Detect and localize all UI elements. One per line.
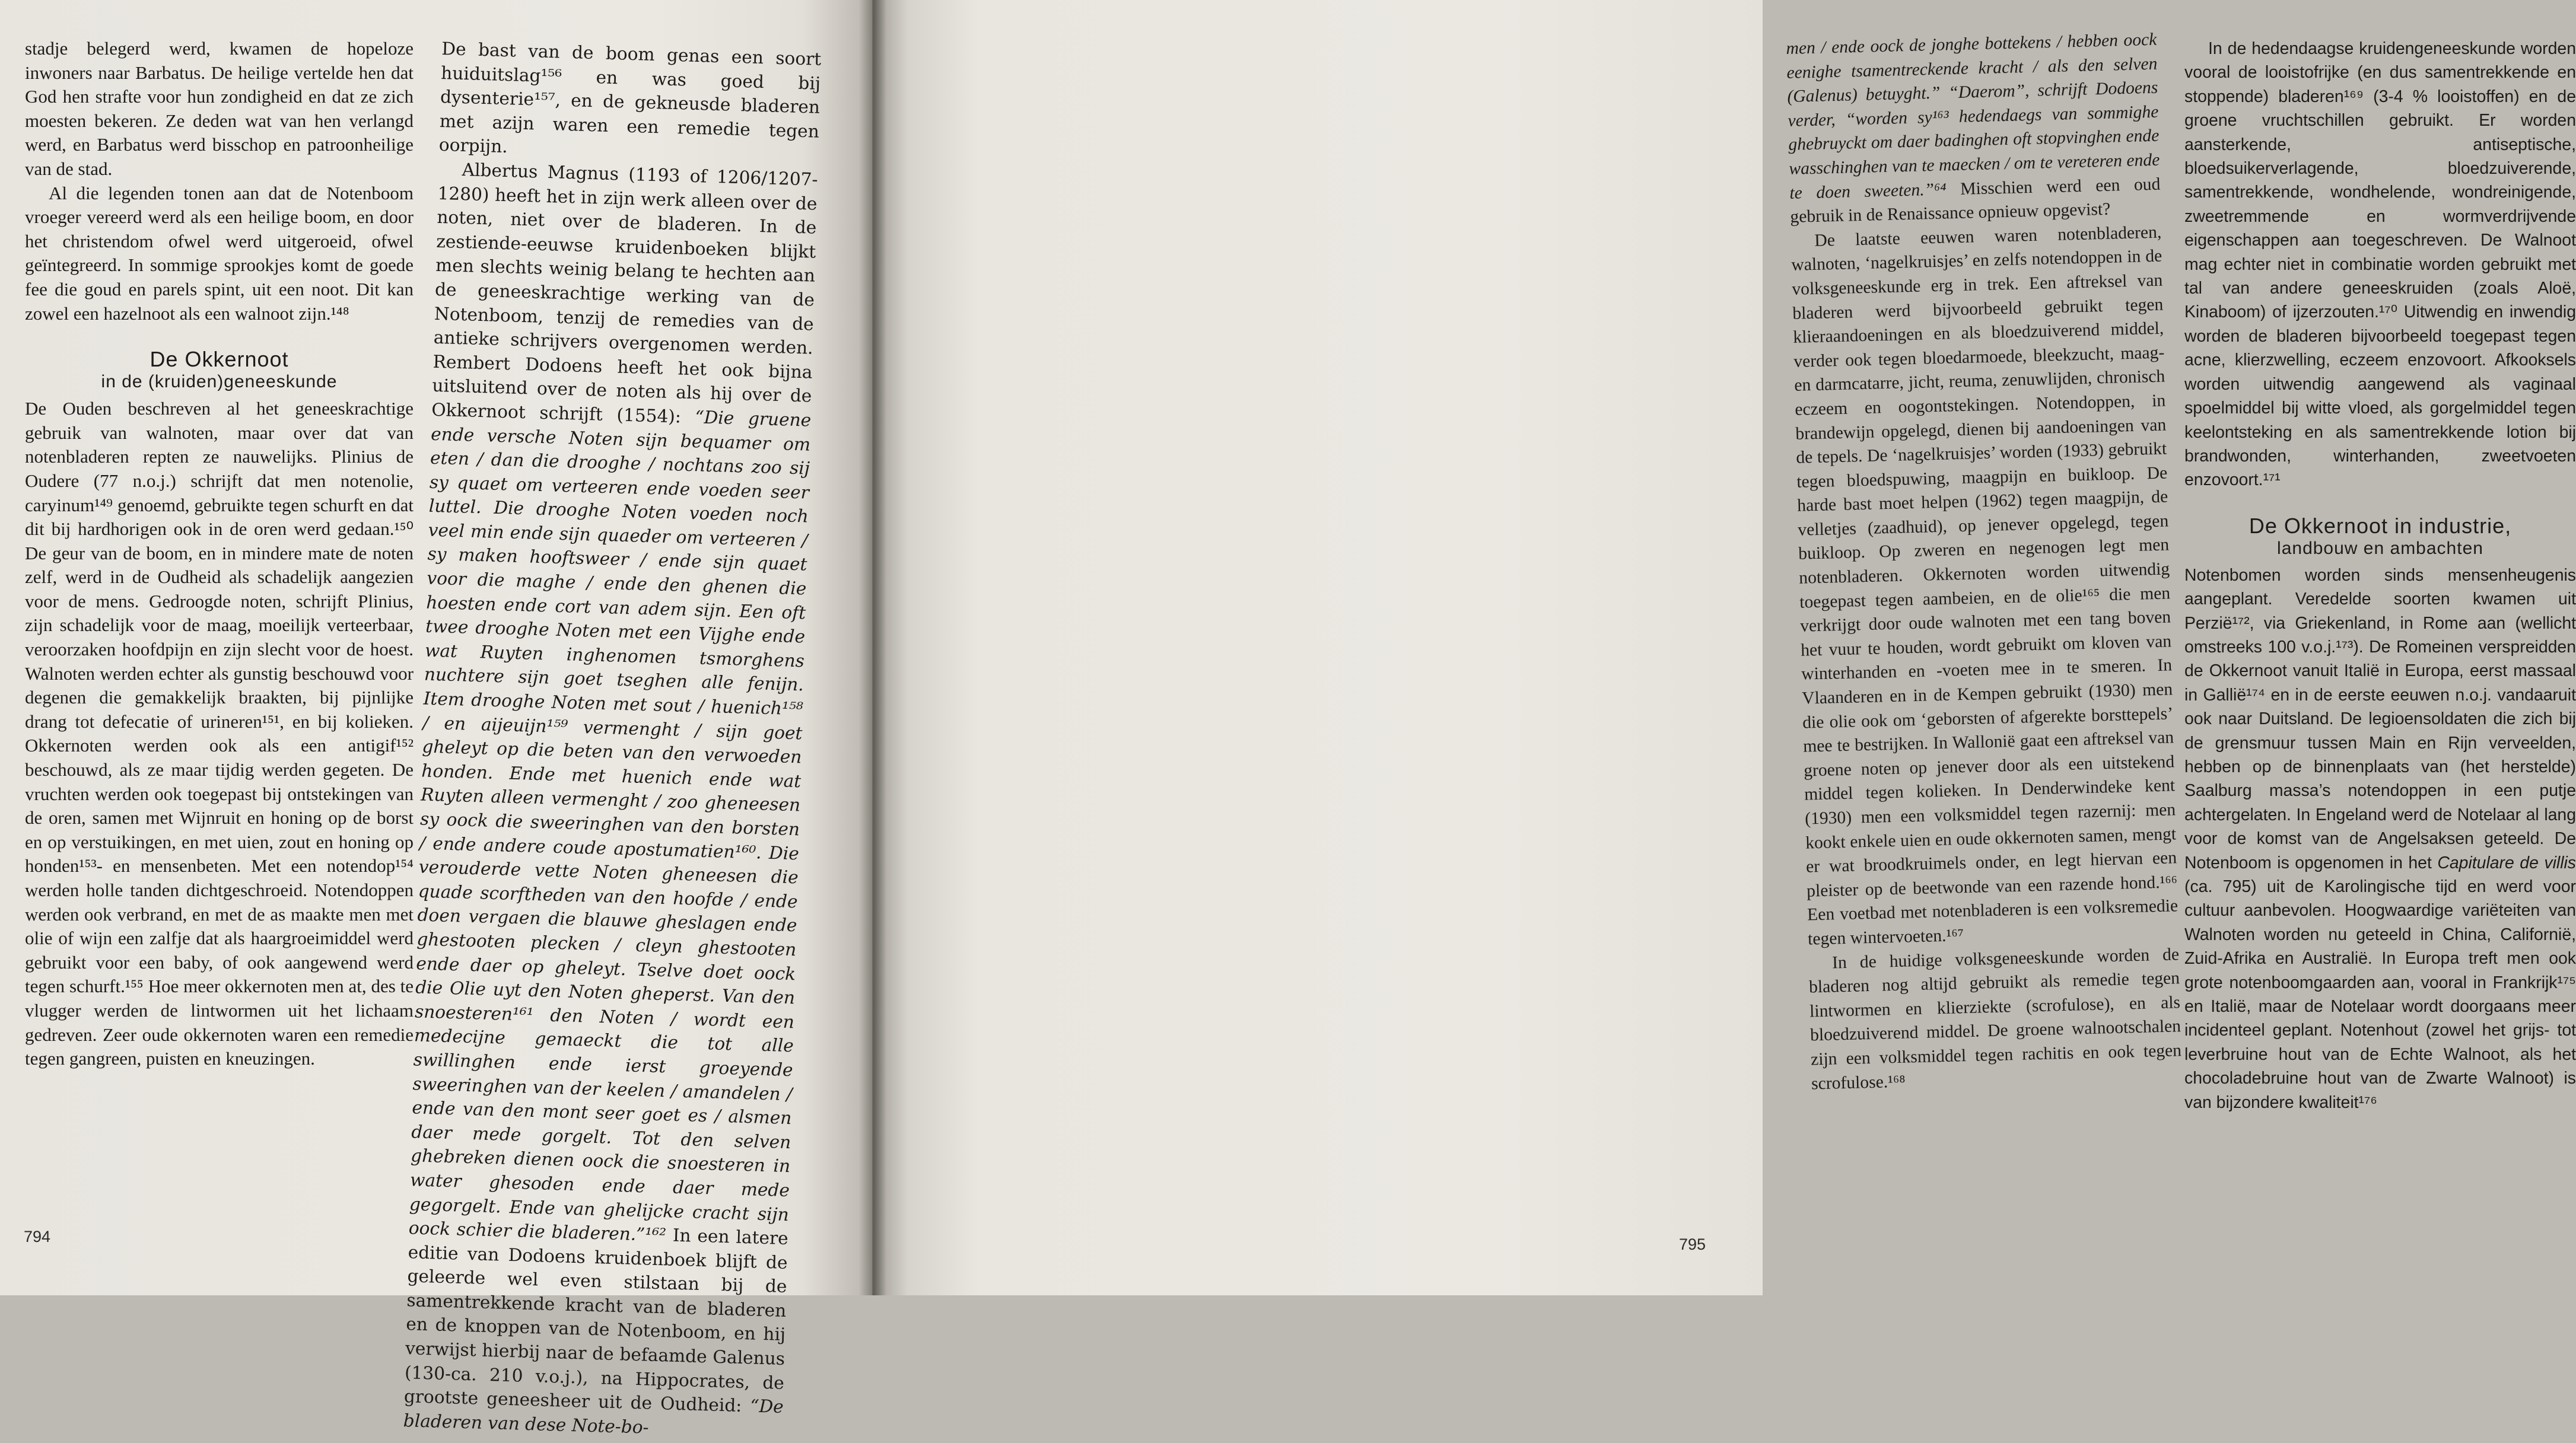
- text-run: Albertus Magnus (1193 of 1206/1207-1280) heeft het in zijn werk alleen over de noten, niet over de bladeren. In de zestiende-eeuwse kruidenboeken blijkt men slechts weinig belang te hechten aan de geneeskrachtige werking van de Notenboom, tenzij de remedies van de antieke schrijvers overgenomen werden. Rembert Dodoens heeft het ook bijna uitsluitend over de noten als hij over de Okkernoot schrijft (1554):: [431, 160, 818, 428]
- right-page: [872, 0, 2576, 1295]
- text-run: (ca. 795) uit de Karolingische tijd en werd voor cultuur aanbevolen. Hoogwaardige variëteiten van Walnoten worden nu geteeld in China, Californië, Zuid-Afrika en Australië. In Europa treft men ook grote notenboomgaarden aan, vooral in Frankrijk¹⁷⁵ en Italië, maar de Notelaar wordt doorgaans meer incidenteel geplant. Notenhout (zowel het grijs- tot leverbruine hout van de Echte Walnoot, als het chocoladebruine hout van de Zwarte Walnoot) is van bijzondere kwaliteit¹⁷⁶: [2184, 877, 2576, 1112]
- text-run: Notenbomen worden sinds mensenheugenis aangeplant. Veredelde soorten kwamen uit Perzië¹⁷², via Griekenland, in Rome aan (wellicht omstreeks 100 v.o.j.¹⁷³). De Romeinen verspreidden de Okkernoot vanuit Italië in Europa, eerst massaal in Gallië¹⁷⁴ en in de eerste eeuwen n.o.j. vandaaruit ook naar Duitsland. De legioensoldaten die zich bij de grensmuur tussen Main en Rijn verveelden, hebben op de binnenplaats van (het herstelde) Saalburg massa’s notendoppen in een putje achtergelaten. In Engeland werd de Notelaar al lang voor de komst van de Angelsaksen geteeld. De Notenboom is opgenomen in het: [2184, 565, 2576, 872]
- page-number: 795: [1679, 1235, 1706, 1253]
- paragraph: Al die legenden tonen aan dat de Notenboom vroeger vereerd werd als een heilige boom, en door het christendom ofwel werd uitgeroeid, ofwel geïntegreerd. In sommige sprookjes komt de goede fee die goud en parels spint, uit een noot. Dit kan zowel een hazelnoot als een walnoot zijn.¹⁴⁸: [25, 182, 414, 324]
- right-page-column-2: [2184, 37, 2576, 1114]
- book-gutter: [859, 0, 886, 1295]
- heading-line-2: in de (kruiden)geneeskunde: [101, 372, 338, 392]
- paragraph: In de hedendaagse kruidengeneeskunde worden vooral de looistofrijke (en dus samentrekkende en stoppende) bladeren¹⁶⁹ (3-4 % looistoffen) en de groene vruchtschillen gebruikt. Er worden aansterkende, antiseptische, bloedsuikerverlagende, bloedzuiverende, samentrekkende, wondhelende, wondreinigende, zweetremmende en wormverdrijvende eigenschappen aan toegeschreven. De Walnoot mag echter niet in combinatie worden gebruikt met tal van andere geneeskruiden (zoals Aloë, Kinaboom) of ijzerzouten.¹⁷⁰ Uitwendig en inwendig worden de bladeren bijvoorbeeld toegepast tegen acne, klierzwelling, eczeem enzovoort. Afkooksels worden uitwendig aangewend als vaginaal spoelmiddel bij witte vloed, als gorgelmiddel tegen keelontsteking en als samentrekkende lotion bij brandwonden, winterhanden, zweetvoeten enzovoort.¹⁷¹: [2184, 39, 2576, 490]
- dodoens-quote: “Die gruene ende versche Noten sijn bequamer om eten / dan die drooghe / nochtans zoo sij sy quaet om verteeren ende voeden seer luttel. Die drooghe Noten voeden noch veel min ende sijn quaeder om verteeren / sy maken hooftsweer / ende sijn quaet voor die maghe / ende den ghenen die hoesten ende cort van adem sijn. Een oft twee drooghe Noten met een Vijghe ende wat Ruyten inghenomen tsmorghens nuchtere sijn goet tseghen alle fenijn. Item drooghe Noten met sout / huenich¹⁵⁸ / en aijeuijn¹⁵⁹ vermenght / sijn goet gheleyt op die beten van den verwoeden honden. Ende met huenich ende wat Ruyten alleen vermenght / zoo gheneesen sy oock die sweeringhen van den borsten / ende andere coude apostumatien¹⁶⁰. Die verouderde vette Noten gheneesen die quade scorftheden van den hoofde / ende doen vergaen die blauwe gheslagen ende ghestooten plecken / cleyn ghestooten ende daer op gheleyt. Tselve doet oock die Olie uyt den Noten gheperst. Van den snoesteren¹⁶¹ den Noten / wordt een medecijne gemaeckt die tot alle swillinghen ende ierst groeyende sweeringhen van der keelen / amandelen / ende van den mont seer goet es / alsmen daer mede gorgelt. Tot den selven ghebreken dienen oock die snoesteren in water ghesoden ende daer mede gegorgelt. Ende van ghelijcke cracht sijn oock schier die bladeren.”¹⁶²: [408, 407, 812, 1245]
- left-page: [0, 0, 872, 1438]
- section-heading: [25, 348, 414, 393]
- dodoens-quote: “De bladeren van dese Note-bo-: [403, 1396, 784, 1438]
- heading-line-1: De Okkernoot in industrie,: [2249, 513, 2512, 538]
- paragraph: In de huidige volksgeneeskunde worden de bladeren nog altijd gebruikt als remedie tegen lintwormen en klierziekte (scrofulose), en als bloedzuiverend middel. De groene walnootschalen zijn een volksmiddel tegen rachitis en ook tegen scrofulose.¹⁶⁸: [1808, 944, 2182, 1093]
- left-page-column-2: [403, 37, 821, 1443]
- right-page-column-1: [1786, 28, 2182, 1096]
- paragraph: [403, 157, 818, 1443]
- book-title: Capitulare de villis: [2437, 853, 2576, 872]
- heading-line-2: landbouw en ambachten: [2277, 538, 2483, 558]
- text-run: In een latere editie van Dodoens kruidenboek blijft de geleerde wel even stilstaan bij de samentrekkende kracht van de bladeren en de knoppen van de Notenboom, en hij verwijst hierbij naar de befaamde Galenus (130-ca. 210 v.o.j.), na Hippocrates, de grootste geneesheer uit de Oudheid:: [403, 1225, 789, 1416]
- paragraph: [1786, 28, 2161, 230]
- paragraph: De Ouden beschreven al het geneeskrachtige gebruik van walnoten, maar over dat van notenbladeren repten ze nauwelijks. Plinius de Oudere (77 n.o.j.) schrijft dat men notenolie, caryinum¹⁴⁹ genoemd, gebruikte tegen schurft en dat dit bij hardhorigen ook in de oren werd gedaan.¹⁵⁰ De geur van de boom, en in mindere mate de noten zelf, werd in de Oudheid als schadelijk aangezien voor de mens. Gedroogde noten, schrijft Plinius, zijn schadelijk voor de maag, moeilijk verteerbaar, veroorzaken hoofdpijn en zijn slecht voor de hoest. Walnoten werden echter als gunstig beschouwd voor degenen die gemakkelijk braakten, bij pijnlijke drang tot defecatie of urineren¹⁵¹, en bij kolieken. Okkernoten werden ook als een antigif¹⁵² beschouwd, als ze maar tijdig werden gegeten. De vruchten werden ook toegepast bij ontstekingen van de oren, samen met Wijnruit en honing op de borst en op verstuikingen, en met uien, zout en honing op honden¹⁵³- en mensenbeten. Met een notendop¹⁵⁴ werden holle tanden dichtgeschroeid. Notendoppen werden ook verbrand, en met de as maakte men met olie of wijn een zalfje dat als haargroeimiddel werd gebruikt voor een baby, of ook aangewend werd tegen schurft.¹⁵⁵ Hoe meer okkernoten men at, des te vlugger werden de lintwormen uit het lichaam gedreven. Zeer oude okkernoten waren een remedie tegen gangreen, puisten en kneuzingen.: [25, 398, 414, 1069]
- paragraph: De bast van de boom genas een soort huiduitslag¹⁵⁶ en was goed bij dysenterie¹⁵⁷, en de gekneusde bladeren met azijn waren een remedie tegen oorpijn.: [438, 38, 822, 157]
- page-number: 794: [24, 1228, 51, 1245]
- paragraph: stadje belegerd werd, kwamen de hopeloze inwoners naar Barbatus. De heilige vertelde hen dat God hen strafte voor hun zondigheid en dat ze zich moesten bekeren. Ze deden wat van hen verlangd werd, en Barbatus werd bisschop en patroonheilige van de stad.: [25, 38, 414, 179]
- section-heading: [2184, 515, 2576, 560]
- left-page-column-1: [25, 37, 414, 1071]
- paragraph: [2184, 563, 2576, 1114]
- paragraph: De laatste eeuwen waren notenbladeren, walnoten, ‘nagelkruisjes’ en zelfs notendoppen in de volksgeneeskunde erg in trek. Een aftreksel van bladeren werd bijvoorbeeld gebruikt tegen klieraandoeningen en als bloedzuiverend middel, verder ook tegen bloedarmoede, bleekzucht, maag- en darmcatarre, jicht, reuma, zenuwlijden, chronisch eczeem en oogontstekingen. Notendoppen, in brandewijn opgelegd, dienen bij aandoeningen van de tepels. De ‘nagelkruisjes’ worden (1933) gebruikt tegen bloedspuwing, maagpijn en buikloop. De harde bast moet helpen (1962) tegen maagpijn, de velletjes (zaadhuid), op jenever opgelegd, tegen buikloop. Op zweren en negenogen legt men notenbladeren. Okkernoten worden uitwendig toegepast tegen aambeien, en de olie¹⁶⁵ die men verkrijgt door oude walnoten met een tang boven het vuur te houden, wordt gebruikt om kloven van winterhanden en -voeten mee in te smeren. In Vlaanderen en in de Kempen gebruikt (1930) men die olie ook om ‘geborsten of afgerekte borsttepels’ mee te bestrijken. In Wallonië gaat een aftreksel van groene noten op jenever door als een uitstekend middel tegen kolieken. In Denderwindeke kent (1930) men een volksmiddel tegen razernij: men kookt enkele uien en oude okkernoten samen, mengt er wat broodkruimels onder, en legt hiervan een pleister op de beetwonde van een razende hond.¹⁶⁶ Een voetbad met notenbladeren is een volksremedie tegen wintervoeten.¹⁶⁷: [1791, 222, 2179, 949]
- heading-line-1: De Okkernoot: [150, 347, 289, 372]
- dodoens-quote: men / ende oock de jonghe bottekens / hebben oock eenighe tsamentreckende kracht / als den selven (Galenus) betuyght.” “Daerom”, schrijft Dodoens verder, “worden sy¹⁶³ hedendaegs van sommighe ghebruyckt om daer badinghen oft stopvinghen ende wasschinghen van te maecken / om te vereteren ende te doen sweeten.”⁶⁴: [1786, 30, 2160, 203]
- text-run: Misschien werd een oud gebruik in de Renaissance opnieuw opgevist?: [1790, 174, 2161, 227]
